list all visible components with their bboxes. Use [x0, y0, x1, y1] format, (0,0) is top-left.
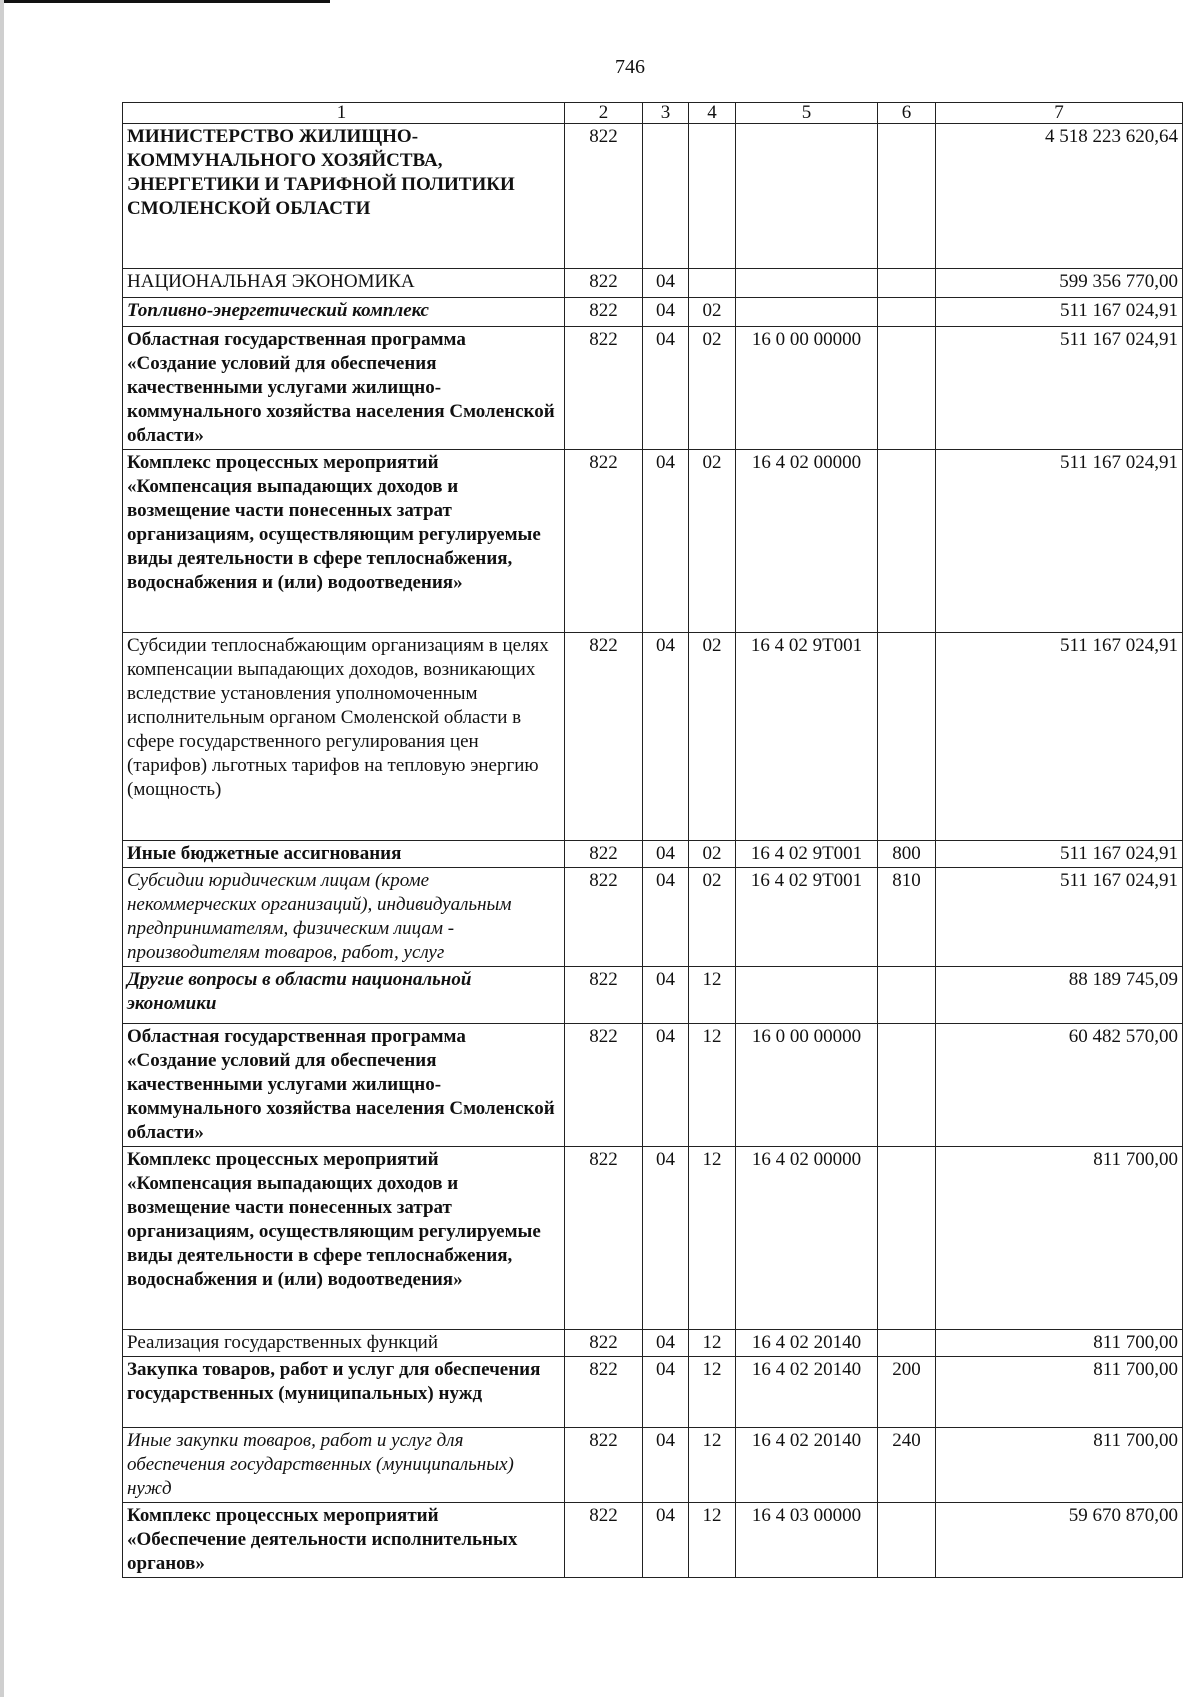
row-amount: 511 167 024,91: [936, 450, 1183, 633]
row-rz: 04: [643, 841, 689, 868]
row-rz: 04: [643, 1024, 689, 1147]
row-gr: 822: [565, 124, 643, 269]
row-csr: 16 4 02 20140: [736, 1330, 878, 1357]
row-amount: 511 167 024,91: [936, 298, 1183, 327]
table-row: [123, 1330, 1183, 1357]
table-row: [123, 633, 1183, 841]
row-csr: 16 4 02 9Т001: [736, 633, 878, 841]
row-pr: [689, 269, 736, 298]
column-header: 2: [565, 103, 643, 124]
row-pr: 12: [689, 967, 736, 1024]
row-vr: [878, 967, 936, 1024]
row-amount: 811 700,00: [936, 1357, 1183, 1428]
row-vr: 240: [878, 1428, 936, 1503]
row-vr: [878, 298, 936, 327]
row-vr: [878, 327, 936, 450]
row-name: Иные закупки товаров, работ и услуг для обеспечения государственных (муниципальных) нужд: [123, 1428, 565, 1503]
row-name: Комплекс процессных мероприятий «Компенсация выпадающих доходов и возмещение части понесенных затрат организациям, осуществляющим регулируемые виды деятельности в сфере теплоснабжения, водоснабжения и (или) водоотведения»: [123, 1147, 565, 1330]
row-rz: [643, 124, 689, 269]
row-name: Иные бюджетные ассигнования: [123, 841, 565, 868]
table-row: [123, 967, 1183, 1024]
row-pr: 02: [689, 450, 736, 633]
row-gr: 822: [565, 450, 643, 633]
row-name: Закупка товаров, работ и услуг для обеспечения государственных (муниципальных) нужд: [123, 1357, 565, 1428]
row-gr: 822: [565, 327, 643, 450]
page-number: 746: [615, 56, 645, 78]
row-vr: [878, 1147, 936, 1330]
column-header: 1: [123, 103, 565, 124]
row-pr: 12: [689, 1357, 736, 1428]
row-name: Областная государственная программа «Создание условий для обеспечения качественными услугами жилищно-коммунального хозяйства населения Смоленской области»: [123, 1024, 565, 1147]
row-pr: 02: [689, 298, 736, 327]
row-csr: 16 0 00 00000: [736, 1024, 878, 1147]
row-pr: [689, 124, 736, 269]
row-vr: [878, 450, 936, 633]
row-csr: 16 0 00 00000: [736, 327, 878, 450]
row-csr: 16 4 02 9Т001: [736, 841, 878, 868]
row-vr: [878, 633, 936, 841]
row-rz: 04: [643, 967, 689, 1024]
table-row: [123, 868, 1183, 967]
row-csr: [736, 124, 878, 269]
row-amount: 811 700,00: [936, 1428, 1183, 1503]
row-csr: 16 4 02 00000: [736, 1147, 878, 1330]
row-csr: 16 4 02 20140: [736, 1428, 878, 1503]
row-vr: 200: [878, 1357, 936, 1428]
row-csr: 16 4 02 00000: [736, 450, 878, 633]
row-vr: [878, 1024, 936, 1147]
row-name: Субсидии теплоснабжающим организациям в целях компенсации выпадающих доходов, возникающих вследствие установления уполномоченным исполнительным органом Смоленской области в сфере государственного регулирования цен (тарифов) льготных тарифов на тепловую энергию (мощность): [123, 633, 565, 841]
row-pr: 02: [689, 327, 736, 450]
row-name: Другие вопросы в области национальной экономики: [123, 967, 565, 1024]
row-rz: 04: [643, 298, 689, 327]
row-csr: [736, 269, 878, 298]
column-header: 5: [736, 103, 878, 124]
table-row: [123, 841, 1183, 868]
row-name: Субсидии юридическим лицам (кроме некоммерческих организаций), индивидуальным предпринимателям, физическим лицам - производителям товаров, работ, услуг: [123, 868, 565, 967]
row-name: Комплекс процессных мероприятий «Компенсация выпадающих доходов и возмещение части понесенных затрат организациям, осуществляющим регулируемые виды деятельности в сфере теплоснабжения, водоснабжения и (или) водоотведения»: [123, 450, 565, 633]
row-amount: 599 356 770,00: [936, 269, 1183, 298]
row-vr: [878, 269, 936, 298]
table-row: [123, 124, 1183, 269]
row-vr: [878, 1503, 936, 1578]
row-rz: 04: [643, 269, 689, 298]
column-number-row: [123, 103, 1183, 124]
row-gr: 822: [565, 1428, 643, 1503]
row-pr: 12: [689, 1147, 736, 1330]
row-pr: 02: [689, 633, 736, 841]
row-gr: 822: [565, 841, 643, 868]
row-rz: 04: [643, 1428, 689, 1503]
row-pr: 02: [689, 841, 736, 868]
budget-table: [122, 102, 1183, 1578]
row-rz: 04: [643, 1503, 689, 1578]
row-vr: [878, 1330, 936, 1357]
row-vr: 810: [878, 868, 936, 967]
row-gr: 822: [565, 1357, 643, 1428]
row-csr: 16 4 03 00000: [736, 1503, 878, 1578]
row-rz: 04: [643, 450, 689, 633]
row-gr: 822: [565, 633, 643, 841]
row-pr: 12: [689, 1330, 736, 1357]
row-name: Областная государственная программа «Создание условий для обеспечения качественными услугами жилищно-коммунального хозяйства населения Смоленской области»: [123, 327, 565, 450]
row-gr: 822: [565, 1024, 643, 1147]
table-row: [123, 1024, 1183, 1147]
row-vr: [878, 124, 936, 269]
row-amount: 511 167 024,91: [936, 841, 1183, 868]
row-pr: 12: [689, 1428, 736, 1503]
table-row: [123, 450, 1183, 633]
table-row: [123, 269, 1183, 298]
table-row: [123, 1428, 1183, 1503]
row-pr: 12: [689, 1503, 736, 1578]
table-row: [123, 298, 1183, 327]
row-name: Комплекс процессных мероприятий «Обеспечение деятельности исполнительных органов»: [123, 1503, 565, 1578]
row-rz: 04: [643, 1357, 689, 1428]
top-rule: [0, 0, 330, 3]
row-gr: 822: [565, 298, 643, 327]
table-row: [123, 1147, 1183, 1330]
row-rz: 04: [643, 327, 689, 450]
row-csr: 16 4 02 20140: [736, 1357, 878, 1428]
row-gr: 822: [565, 1503, 643, 1578]
table-row: [123, 327, 1183, 450]
row-rz: 04: [643, 633, 689, 841]
row-name: Реализация государственных функций: [123, 1330, 565, 1357]
row-gr: 822: [565, 967, 643, 1024]
row-csr: [736, 967, 878, 1024]
row-name: МИНИСТЕРСТВО ЖИЛИЩНО-КОММУНАЛЬНОГО ХОЗЯЙСТВА, ЭНЕРГЕТИКИ И ТАРИФНОЙ ПОЛИТИКИ СМОЛЕНСКОЙ ОБЛАСТИ: [123, 124, 565, 269]
row-amount: 811 700,00: [936, 1330, 1183, 1357]
row-gr: 822: [565, 1147, 643, 1330]
column-header: 7: [936, 103, 1183, 124]
row-amount: 511 167 024,91: [936, 868, 1183, 967]
row-pr: 02: [689, 868, 736, 967]
row-amount: 4 518 223 620,64: [936, 124, 1183, 269]
row-gr: 822: [565, 269, 643, 298]
row-rz: 04: [643, 1147, 689, 1330]
row-rz: 04: [643, 1330, 689, 1357]
row-amount: 60 482 570,00: [936, 1024, 1183, 1147]
table-row: [123, 1503, 1183, 1578]
row-rz: 04: [643, 868, 689, 967]
row-csr: [736, 298, 878, 327]
row-name: НАЦИОНАЛЬНАЯ ЭКОНОМИКА: [123, 269, 565, 298]
row-name: Топливно-энергетический комплекс: [123, 298, 565, 327]
row-amount: 88 189 745,09: [936, 967, 1183, 1024]
column-header: 6: [878, 103, 936, 124]
row-pr: 12: [689, 1024, 736, 1147]
row-gr: 822: [565, 1330, 643, 1357]
row-vr: 800: [878, 841, 936, 868]
row-amount: 811 700,00: [936, 1147, 1183, 1330]
row-amount: 59 670 870,00: [936, 1503, 1183, 1578]
row-amount: 511 167 024,91: [936, 327, 1183, 450]
column-header: 3: [643, 103, 689, 124]
row-gr: 822: [565, 868, 643, 967]
row-csr: 16 4 02 9Т001: [736, 868, 878, 967]
scan-edge: [0, 0, 4, 1697]
table-row: [123, 1357, 1183, 1428]
column-header: 4: [689, 103, 736, 124]
row-amount: 511 167 024,91: [936, 633, 1183, 841]
